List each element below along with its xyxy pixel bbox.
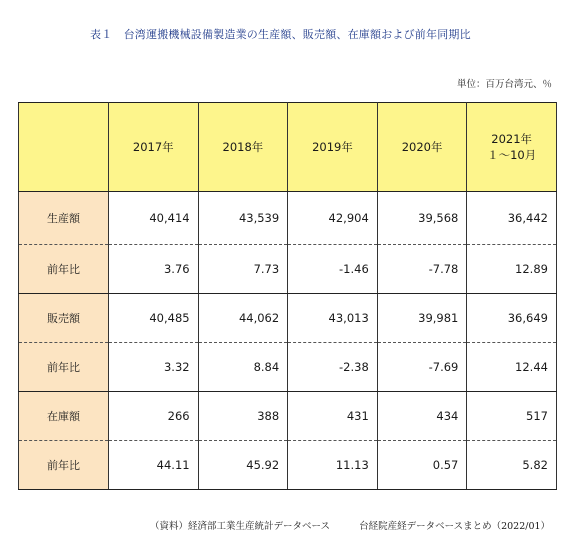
table-cell: 44.11 — [109, 441, 199, 490]
table-cell: -7.78 — [377, 245, 467, 294]
source-right: 台経院産経データベースまとめ（2022/01） — [359, 521, 551, 532]
unit-note: 単位：百万台湾元、％ — [456, 79, 552, 90]
source-note — [150, 518, 550, 532]
source-left: （資料）経済部工業生産統計データベース — [150, 521, 331, 532]
table-row — [19, 343, 557, 392]
table-cell: 11.13 — [288, 441, 378, 490]
row-label: 在庫額 — [19, 392, 109, 441]
table-cell: 0.57 — [377, 441, 467, 490]
table-row — [19, 294, 557, 343]
row-label: 前年比 — [19, 343, 109, 392]
table-cell: 44,062 — [198, 294, 288, 343]
table-header-row — [19, 103, 557, 192]
row-label: 前年比 — [19, 245, 109, 294]
table-cell: 36,442 — [467, 192, 557, 245]
table-cell: -7.69 — [377, 343, 467, 392]
row-label: 生産額 — [19, 192, 109, 245]
table-title: 表１ 台湾運搬機械設備製造業の生産額、販売額、在庫額および前年同期比 — [90, 28, 471, 41]
header-year: 2017年 — [109, 103, 199, 192]
table-cell: 42,904 — [288, 192, 378, 245]
table-cell: 431 — [288, 392, 378, 441]
header-year: 2018年 — [198, 103, 288, 192]
header-year: 2021年 １～10月 — [467, 103, 557, 192]
table-cell: 12.89 — [467, 245, 557, 294]
table-body — [19, 192, 557, 490]
table-cell: 266 — [109, 392, 199, 441]
table-cell: 5.82 — [467, 441, 557, 490]
table-cell: 40,485 — [109, 294, 199, 343]
table-cell: 3.76 — [109, 245, 199, 294]
table-cell: 39,981 — [377, 294, 467, 343]
table-cell: 36,649 — [467, 294, 557, 343]
table-row — [19, 192, 557, 245]
data-table — [18, 102, 557, 490]
table-cell: -1.46 — [288, 245, 378, 294]
table-cell: 434 — [377, 392, 467, 441]
table-cell: 517 — [467, 392, 557, 441]
table-cell: 43,539 — [198, 192, 288, 245]
table-cell: 45.92 — [198, 441, 288, 490]
header-corner — [19, 103, 109, 192]
table-cell: -2.38 — [288, 343, 378, 392]
table-row — [19, 441, 557, 490]
header-year: 2020年 — [377, 103, 467, 192]
table-row — [19, 392, 557, 441]
row-label: 販売額 — [19, 294, 109, 343]
table-cell: 7.73 — [198, 245, 288, 294]
row-label: 前年比 — [19, 441, 109, 490]
table-cell: 40,414 — [109, 192, 199, 245]
table-cell: 8.84 — [198, 343, 288, 392]
data-table-container — [18, 102, 556, 490]
header-year: 2019年 — [288, 103, 378, 192]
table-cell: 3.32 — [109, 343, 199, 392]
table-cell: 388 — [198, 392, 288, 441]
table-cell: 12.44 — [467, 343, 557, 392]
table-row — [19, 245, 557, 294]
table-cell: 39,568 — [377, 192, 467, 245]
table-cell: 43,013 — [288, 294, 378, 343]
